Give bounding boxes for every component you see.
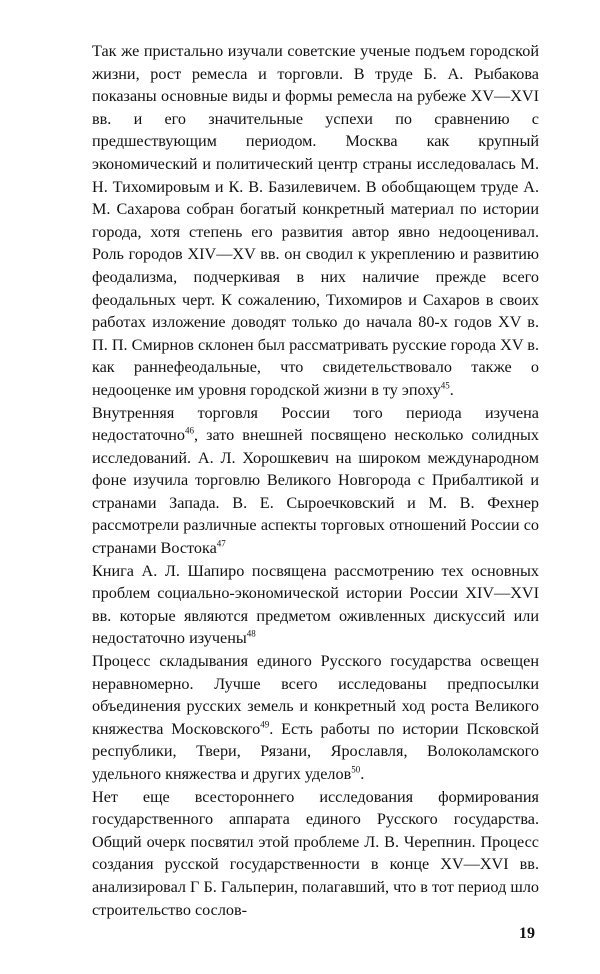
paragraph-4 bbox=[92, 650, 539, 786]
paragraph-text: Книга А. Л. Шапиро посвящена рассмотрению тех основных проблем социально-экономической истории России XIV—XVI вв. которые являются предметом оживленных дискуссий или недостаточно изучены bbox=[92, 561, 539, 648]
paragraph-text: Процесс складывания единого Русского государства освещен неравномерно. Лучше всего исследованы предпосылки объединения русских земель и конкретный ход роста Великого княжества Московского bbox=[92, 652, 539, 738]
paragraph-1: Так же пристально изучали советские ученые подъем городской жизни, рост ремесла и торговли. В труде Б. А. Рыбакова показаны основные виды и формы ремесла на рубеже XV—XVI вв. и его значительные успехи по сравнению с предшествующим периодом. Москва как крупный экономический и политический центр страны исследовалась М. Н. Тихомировым и К. В. Базилевичем. В обобщающем труде А. М. Сахарова собран богатый конкретный материал по истории города, хотя степень его развития автор явно недооценивал. Роль городов XIV—XV вв. он сводил к укреплению и развитию феодализма, подчеркивая в них наличие прежде всего феодальных черт. К сожалению, Тихомиров и Сахаров в своих работах изложение доводят только до начала 80-х годов XV в. П. П. Смирнов склонен был рассматривать русские города XV в. как раннефеодальные, что свидетельствовало также о недооценке им уровня городской жизни в ту эпоху$^{45}$. bbox=[92, 42, 539, 399]
footnote-ref: 47 bbox=[216, 538, 226, 549]
footnote-ref: 49 bbox=[260, 719, 270, 730]
paragraph-text-cont: . Есть работы по истории Псковской республики, Твери, Рязани, Ярославля, Волоколамского удельного княжества и других уделов bbox=[92, 719, 539, 783]
paragraph-text: Так же пристально изучали советские ученые подъем городской жизни, рост ремесла и торговли. В труде Б. А. Рыбакова показаны основные виды и формы ремесла на рубеже XV—XVI вв. и его значительные успехи по сравнению с предшествующим периодом. Москва как крупный экономический и политический центр страны исследовалась М. Н. Тихомировым и К. В. Базилевичем. В обобщающем труде А. М. Сахарова собран богатый конкретный материал по истории города, хотя степень его развития автор явно недооценивал. Роль городов XIV—XV вв. он сводил к укреплению и развитию феодализма, подчеркивая в них наличие прежде всего феодальных черт. К сожалению, Тихомиров и Сахаров в своих работах изложение доводят только до начала 80-х годов XV в. П. П. Смирнов склонен был рассматривать русские города XV в. как раннефеодальные, что свидетельствовало также о недооценке им уровня городской жизни в ту эпоху bbox=[92, 42, 539, 399]
paragraph-text-cont: , зато внешней посвящено несколько солидных исследований. А. Л. Хорошкевич на широком международном фоне изучила торговлю Великого Новгорода с Прибалтикой и странами Запада. В. Е. Сыроечковский и М. В. Фехнер рассмотрели различные аспекты торговых отношений России со странами Востока bbox=[92, 426, 539, 558]
main-text bbox=[92, 40, 539, 921]
paragraph-5 bbox=[92, 786, 539, 922]
paragraph-2 bbox=[92, 402, 539, 560]
footnote-ref: 48 bbox=[246, 629, 256, 640]
footnote-ref: 45 bbox=[440, 380, 450, 391]
footnote-ref: 46 bbox=[185, 425, 195, 436]
paragraph-text: Внутренняя торговля России того периода изучена недостаточно bbox=[92, 403, 539, 445]
paragraph-text: Нет еще всестороннего исследования формирования государственного аппарата единого Русского государства. Общий очерк посвятил этой проблеме Л. В. Черепнин. Процесс создания русской государственности в конце XV—XVI вв. анализировал Г Б. Гальперин, полагавший, что в тот период шло строительство сослов- bbox=[92, 787, 539, 919]
footnote-ref: 50 bbox=[351, 764, 361, 775]
page-number: 19 bbox=[519, 925, 535, 942]
paragraph-text-end: . bbox=[360, 765, 365, 783]
paragraph-3 bbox=[92, 560, 539, 650]
